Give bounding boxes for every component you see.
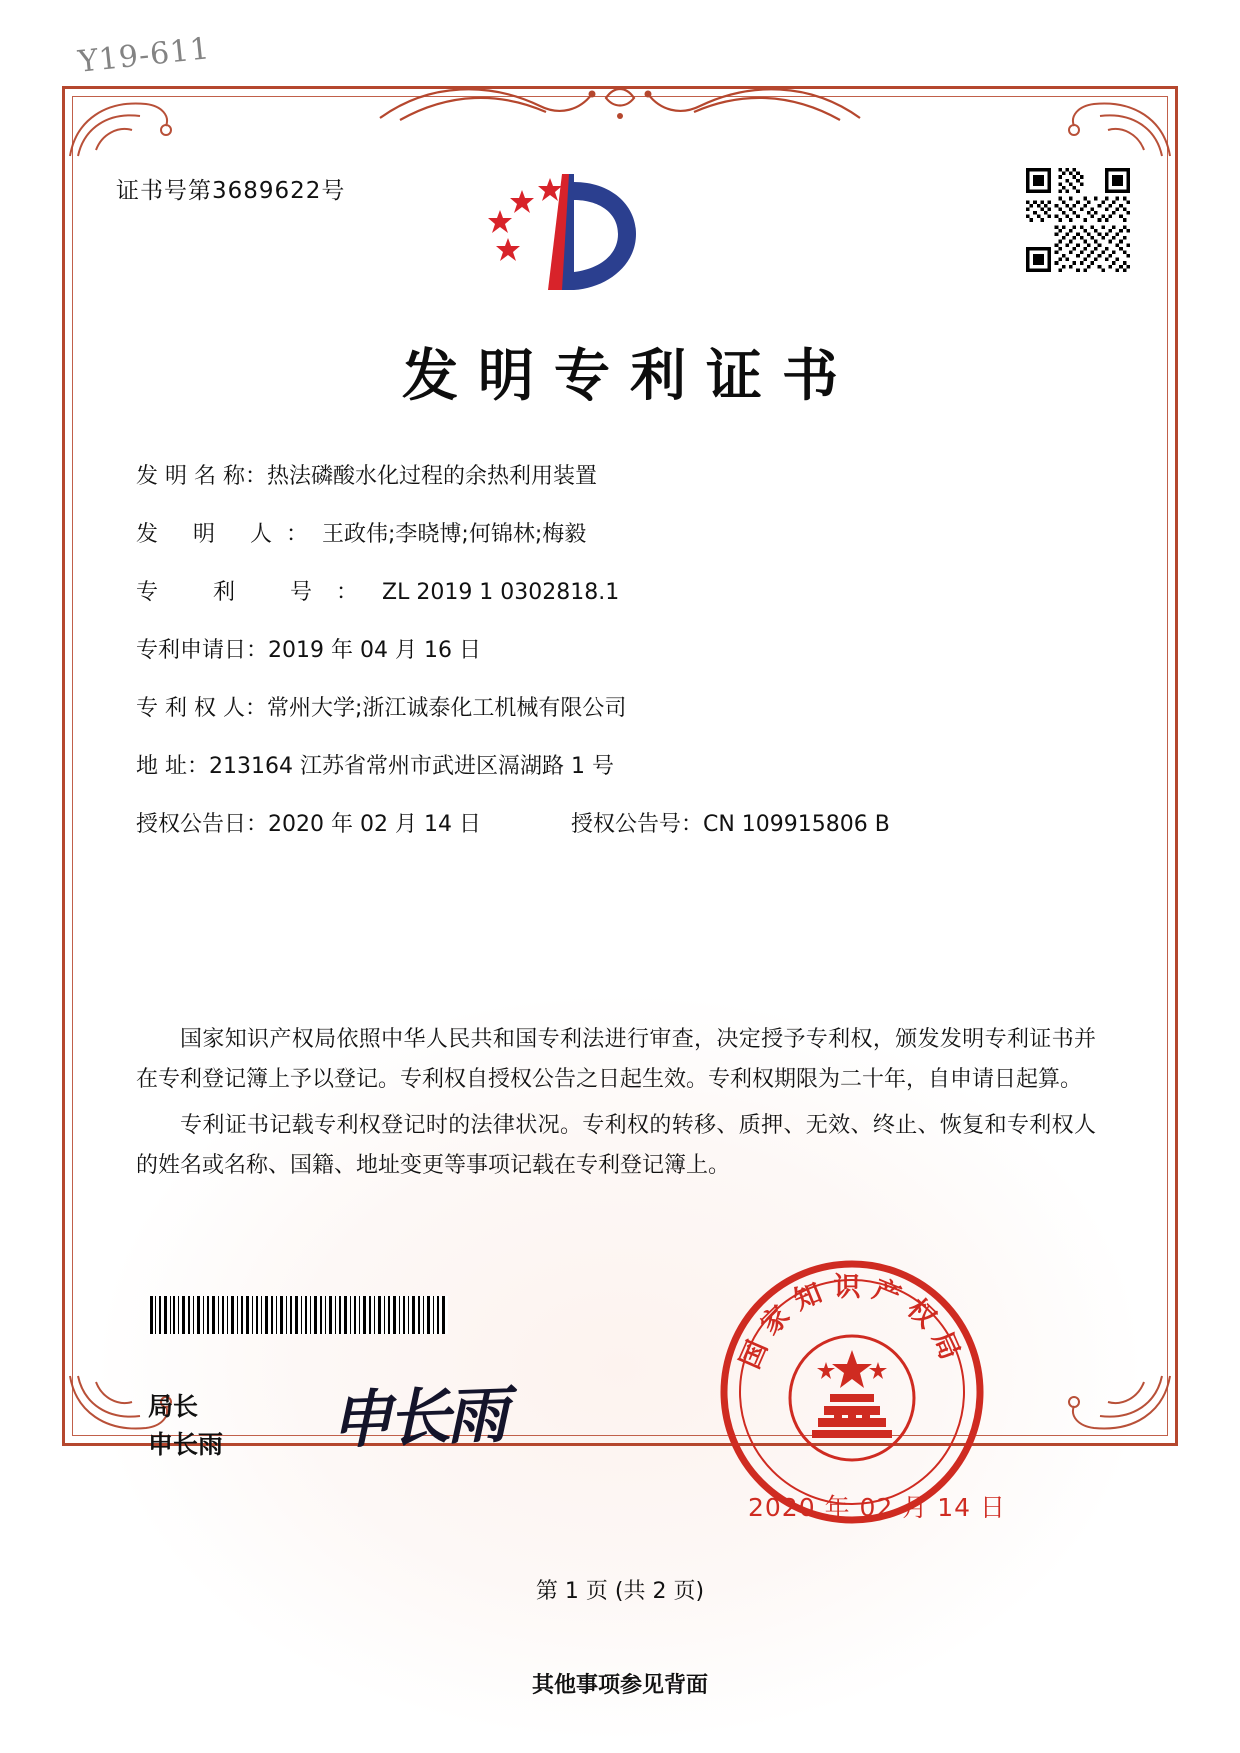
field-label: 地 址： <box>136 754 209 779</box>
field-label: 发 明 名 称： <box>136 464 267 489</box>
field-value: 213164 江苏省常州市武进区滆湖路 1 号 <box>209 754 614 779</box>
field-value: 王政伟;李晓博;何锦林;梅毅 <box>322 522 587 547</box>
top-ornament-icon <box>370 76 870 124</box>
field-application-date <box>136 640 1116 662</box>
field-value: 热法磷酸水化过程的余热利用装置 <box>266 464 597 489</box>
field-value: ZL 2019 1 0302818.1 <box>382 580 620 605</box>
page-title: 发明专利证书 <box>402 343 858 409</box>
seal-date: 2020 年 02 月 14 日 <box>748 1493 1006 1522</box>
qr-code-icon <box>1026 168 1130 272</box>
footer-note: 其他事项参见背面 <box>531 1672 708 1698</box>
grant-date-label: 授权公告日： <box>136 812 269 837</box>
grant-number-label: 授权公告号： <box>570 812 703 837</box>
field-label: 发 明 人： <box>136 522 322 547</box>
field-label: 专利申请日： <box>136 638 269 663</box>
director-name: 申长雨 <box>148 1430 224 1459</box>
barcode <box>148 1296 448 1334</box>
handwritten-signature: 申长雨 <box>328 1377 506 1458</box>
field-inventors <box>136 524 1116 546</box>
cnipa-logo-icon <box>470 160 660 310</box>
seal-arc-text: 国家知识产权局 <box>734 1272 970 1374</box>
legal-paragraph-2: 专利证书记载专利权登记时的法律状况。专利权的转移、质押、无效、终止、恢复和专利权人的姓名或名称、国籍、地址变更等事项记载在专利登记簿上。 <box>136 1113 1096 1178</box>
field-patentee <box>136 698 1116 720</box>
director-label: 局长 <box>148 1392 199 1421</box>
certificate-number: 证书号第3689622号 <box>116 178 346 204</box>
legal-paragraph-1: 国家知识产权局依照中华人民共和国专利法进行审查，决定授予专利权，颁发发明专利证书并在专利登记簿上予以登记。专利权自授权公告之日起生效。专利权期限为二十年，自申请日起算。 <box>136 1027 1096 1092</box>
field-address <box>136 756 1116 778</box>
legal-text <box>136 1020 1096 1192</box>
director-block <box>148 1388 223 1464</box>
field-grant-announcement <box>136 814 1116 836</box>
page-indicator: 第 1 页 (共 2 页) <box>535 1579 705 1604</box>
grant-number-value: CN 109915806 B <box>702 812 890 837</box>
handwritten-pencil-note: Y19-611 <box>76 31 212 80</box>
grant-date-value: 2020 年 02 月 14 日 <box>268 812 481 837</box>
corner-ornament-icon <box>1056 1372 1174 1442</box>
field-invention-title <box>136 466 1116 488</box>
corner-ornament-icon <box>66 90 184 160</box>
field-label: 专 利 号： <box>136 580 382 605</box>
field-label: 专 利 权 人： <box>136 696 267 721</box>
field-value: 常州大学;浙江诚泰化工机械有限公司 <box>266 696 627 721</box>
field-value: 2019 年 04 月 16 日 <box>268 638 481 663</box>
corner-ornament-icon <box>1056 90 1174 160</box>
certificate-fields <box>136 466 1116 872</box>
official-seal-icon <box>718 1258 986 1526</box>
field-patent-number <box>136 582 1116 604</box>
